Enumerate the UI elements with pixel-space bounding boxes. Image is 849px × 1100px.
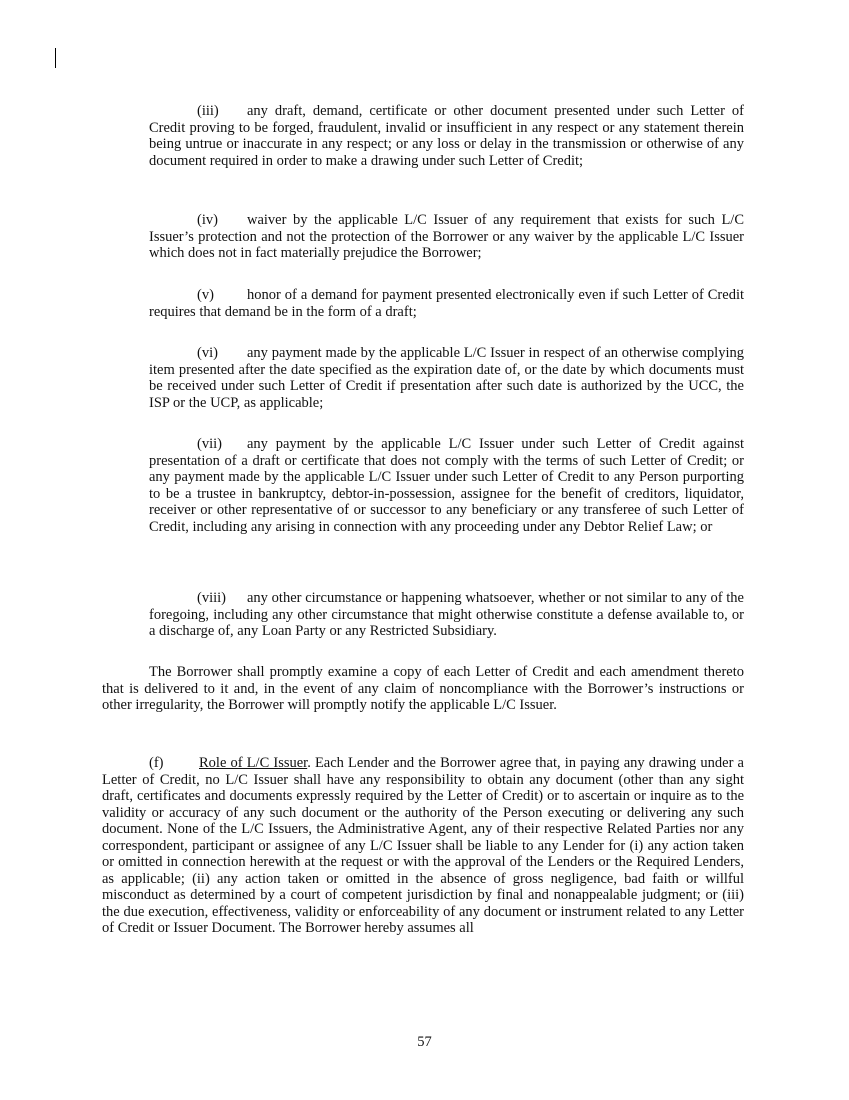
clause-number: (iii) [197, 103, 219, 119]
clause-text: waiver by the applicable L/C Issuer of any requirement that exists for such L/C Issuer’s protection and not the protection of the Borrower or any waiver by the applicable L/C Issuer which does not in fact materially prejudice the Borrower; [149, 212, 744, 261]
clause-text: any draft, demand, certificate or other document presented under such Letter of Credit proving to be forged, fraudulent, invalid or insufficient in any respect or any statement therein being untrue or inaccurate in any respect; or any loss or delay in the transmission or otherwise of any document required in order to make a drawing under such Letter of Credit; [149, 103, 744, 169]
section-f-paragraph [102, 755, 744, 937]
clause-text: honor of a demand for payment presented electronically even if such Letter of Credit requires that demand be in the form of a draft; [149, 287, 744, 320]
clause-number: (v) [197, 287, 214, 303]
borrower-examination-paragraph [102, 664, 744, 714]
clause-number: (iv) [197, 212, 218, 228]
paragraph-text: The Borrower shall promptly examine a copy of each Letter of Credit and each amendment thereto that is delivered to it and, in the event of any claim of noncompliance with the Borrower’s instructions or other irregularity, the Borrower will promptly notify the applicable L/C Issuer. [102, 664, 744, 713]
clause-text: any payment by the applicable L/C Issuer under such Letter of Credit against presentation of a draft or certificate that does not comply with the terms of such Letter of Credit; or any payment made by the applicable L/C Issuer under such Letter of Credit to any Person purporting to be a trustee in bankruptcy, debtor-in-possession, assignee for the benefit of creditors, liquidator, receiver or other representative of or successor to any beneficiary or any transferee of such Letter of Credit, including any arising in connection with any proceeding under any Debtor Relief Law; or [149, 436, 744, 535]
clause-vi [149, 345, 744, 411]
clause-number: (vi) [197, 345, 218, 361]
clause-viii [149, 590, 744, 640]
page-number: 57 [417, 1034, 432, 1050]
clause-v [149, 287, 744, 320]
section-text: . Each Lender and the Borrower agree that, in paying any drawing under a Letter of Credit, no L/C Issuer shall have any responsibility to obtain any document (other than any sight draft, certificates and documents expressly required by the Letter of Credit) or to ascertain or inquire as to the validity or accuracy of any such document or the authority of the Person executing or delivering any such document. None of the L/C Issuers, the Administrative Agent, any of their respective Related Parties nor any correspondent, participant or assignee of any L/C Issuer shall be liable to any Lender for (i) any action taken or omitted in connection herewith at the request or with the approval of the Lenders or the Required Lenders, as applicable; (ii) any action taken or omitted in the absence of gross negligence, bad faith or willful misconduct as determined by a court of competent jurisdiction by final and nonappealable judgment; or (iii) the due execution, effectiveness, validity or enforceability of any document or instrument related to any Letter of Credit or Issuer Document. The Borrower hereby assumes all [102, 755, 744, 936]
clause-text: any other circumstance or happening whatsoever, whether or not similar to any of the foregoing, including any other circumstance that might otherwise constitute a defense available to, or a discharge of, any Loan Party or any Restricted Subsidiary. [149, 590, 744, 639]
section-heading: Role of L/C Issuer [199, 755, 308, 771]
section-number: (f) [149, 755, 164, 771]
clause-iii [149, 103, 744, 169]
revision-margin-bar [55, 48, 56, 68]
clause-iv [149, 212, 744, 262]
clause-vii [149, 436, 744, 535]
clause-number: (viii) [197, 590, 226, 606]
clause-text: any payment made by the applicable L/C Issuer in respect of an otherwise complying item presented after the date specified as the expiration date of, or the date by which documents must be received under such Letter of Credit if presentation after such date is authorized by the UCC, the ISP or the UCP, as applicable; [149, 345, 744, 411]
clause-number: (vii) [197, 436, 222, 452]
